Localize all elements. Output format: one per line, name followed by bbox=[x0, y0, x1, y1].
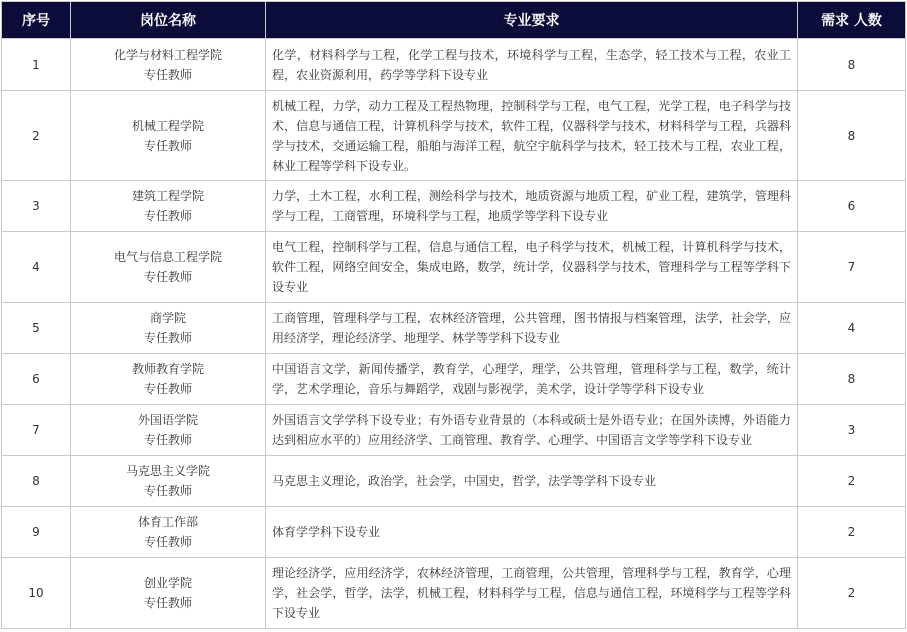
row-position bbox=[71, 354, 266, 405]
table-row bbox=[2, 354, 906, 405]
row-position bbox=[71, 558, 266, 629]
row-count: 8 bbox=[798, 39, 906, 91]
header-requirement: 专业要求 bbox=[266, 2, 798, 39]
header-count: 需求 人数 bbox=[798, 2, 906, 39]
row-index: 2 bbox=[2, 91, 71, 181]
table-row bbox=[2, 303, 906, 354]
row-role: 专任教师 bbox=[143, 433, 192, 447]
row-count: 3 bbox=[798, 405, 906, 456]
row-index: 4 bbox=[2, 232, 71, 303]
table-header-row bbox=[2, 2, 906, 39]
row-position bbox=[71, 405, 266, 456]
row-requirement: 外国语言文学学科下设专业；有外语专业背景的（本科或硕士是外语专业；在国外读博，外语能力达到相应水平的）应用经济学、工商管理、教育学、心理学、中国语言文学等学科下设专业 bbox=[266, 405, 798, 456]
row-count: 2 bbox=[798, 507, 906, 558]
row-role: 专任教师 bbox=[143, 484, 192, 498]
row-count: 2 bbox=[798, 558, 906, 629]
row-count: 8 bbox=[798, 354, 906, 405]
row-role: 专任教师 bbox=[143, 596, 192, 610]
row-index: 8 bbox=[2, 456, 71, 507]
row-requirement: 机械工程，力学，动力工程及工程热物理，控制科学与工程，电气工程，光学工程，电子科学与技术，信息与通信工程，计算机科学与技术，软件工程，仪器科学与技术，材料科学与工程，兵器科学与技术，交通运输工程，船舶与海洋工程，航空宇航科学与技术，轻工技术与工程，农业工程，林业工程等学科下设专业。 bbox=[266, 91, 798, 181]
row-index: 6 bbox=[2, 354, 71, 405]
row-college: 体育工作部 bbox=[137, 515, 198, 529]
table-row bbox=[2, 91, 906, 181]
row-count: 6 bbox=[798, 181, 906, 232]
header-position: 岗位名称 bbox=[71, 2, 266, 39]
row-role: 专任教师 bbox=[143, 270, 192, 284]
row-count: 8 bbox=[798, 91, 906, 181]
row-college: 机械工程学院 bbox=[131, 118, 204, 133]
row-index: 10 bbox=[2, 558, 71, 629]
row-index: 7 bbox=[2, 405, 71, 456]
row-college: 马克思主义学院 bbox=[125, 464, 210, 478]
table-row bbox=[2, 232, 906, 303]
row-count: 4 bbox=[798, 303, 906, 354]
row-role: 专任教师 bbox=[143, 382, 192, 396]
row-requirement: 理论经济学，应用经济学，农林经济管理，工商管理，公共管理，管理科学与工程，教育学，心理学，社会学，哲学，法学，机械工程，材料科学与工程，信息与通信工程，环境科学与工程等学科下设专业 bbox=[266, 558, 798, 629]
row-index: 9 bbox=[2, 507, 71, 558]
row-college: 外国语学院 bbox=[137, 413, 198, 427]
recruitment-table bbox=[1, 1, 906, 629]
row-position bbox=[71, 232, 266, 303]
table-row bbox=[2, 39, 906, 91]
row-requirement: 马克思主义理论，政治学，社会学，中国史，哲学，法学等学科下设专业 bbox=[266, 456, 798, 507]
table-row bbox=[2, 507, 906, 558]
header-index: 序号 bbox=[2, 2, 71, 39]
row-count: 2 bbox=[798, 456, 906, 507]
table-row bbox=[2, 181, 906, 232]
row-college: 化学与材料工程学院 bbox=[113, 47, 222, 62]
row-college: 创业学院 bbox=[143, 576, 192, 590]
row-college: 教师教育学院 bbox=[131, 362, 204, 376]
row-position bbox=[71, 303, 266, 354]
row-position bbox=[71, 181, 266, 232]
row-role: 专任教师 bbox=[143, 331, 192, 345]
row-requirement: 化学，材料科学与工程，化学工程与技术，环境科学与工程，生态学，轻工技术与工程，农业工程，农业资源利用，药学等学科下设专业 bbox=[266, 39, 798, 91]
row-role: 专任教师 bbox=[143, 209, 192, 223]
row-position bbox=[71, 91, 266, 181]
row-position bbox=[71, 39, 266, 91]
row-index: 5 bbox=[2, 303, 71, 354]
table-row bbox=[2, 558, 906, 629]
row-requirement: 体育学学科下设专业 bbox=[266, 507, 798, 558]
row-college: 电气与信息工程学院 bbox=[113, 250, 222, 264]
row-requirement: 电气工程，控制科学与工程，信息与通信工程，电子科学与技术，机械工程，计算机科学与技术，软件工程，网络空间安全，集成电路，数学，统计学，仪器科学与技术，管理科学与工程等学科下设专业 bbox=[266, 232, 798, 303]
row-requirement: 中国语言文学，新闻传播学，教育学，心理学，理学，公共管理，管理科学与工程，数学，统计学，艺术学理论，音乐与舞蹈学，戏剧与影视学，美术学，设计学等学科下设专业 bbox=[266, 354, 798, 405]
row-requirement: 力学，土木工程，水利工程，测绘科学与技术，地质资源与地质工程，矿业工程，建筑学，管理科学与工程，工商管理，环境科学与工程，地质学等学科下设专业 bbox=[266, 181, 798, 232]
row-college: 商学院 bbox=[149, 311, 186, 325]
row-position bbox=[71, 507, 266, 558]
row-count: 7 bbox=[798, 232, 906, 303]
row-requirement: 工商管理，管理科学与工程，农林经济管理，公共管理，图书情报与档案管理，法学，社会学，应用经济学，理论经济学、地理学、林学等学科下设专业 bbox=[266, 303, 798, 354]
row-college: 建筑工程学院 bbox=[131, 189, 204, 203]
row-index: 3 bbox=[2, 181, 71, 232]
row-index: 1 bbox=[2, 39, 71, 91]
row-position bbox=[71, 456, 266, 507]
table-row bbox=[2, 405, 906, 456]
row-role: 专任教师 bbox=[143, 535, 192, 549]
table-row bbox=[2, 456, 906, 507]
row-role: 专任教师 bbox=[143, 67, 192, 82]
row-role: 专任教师 bbox=[143, 138, 192, 153]
